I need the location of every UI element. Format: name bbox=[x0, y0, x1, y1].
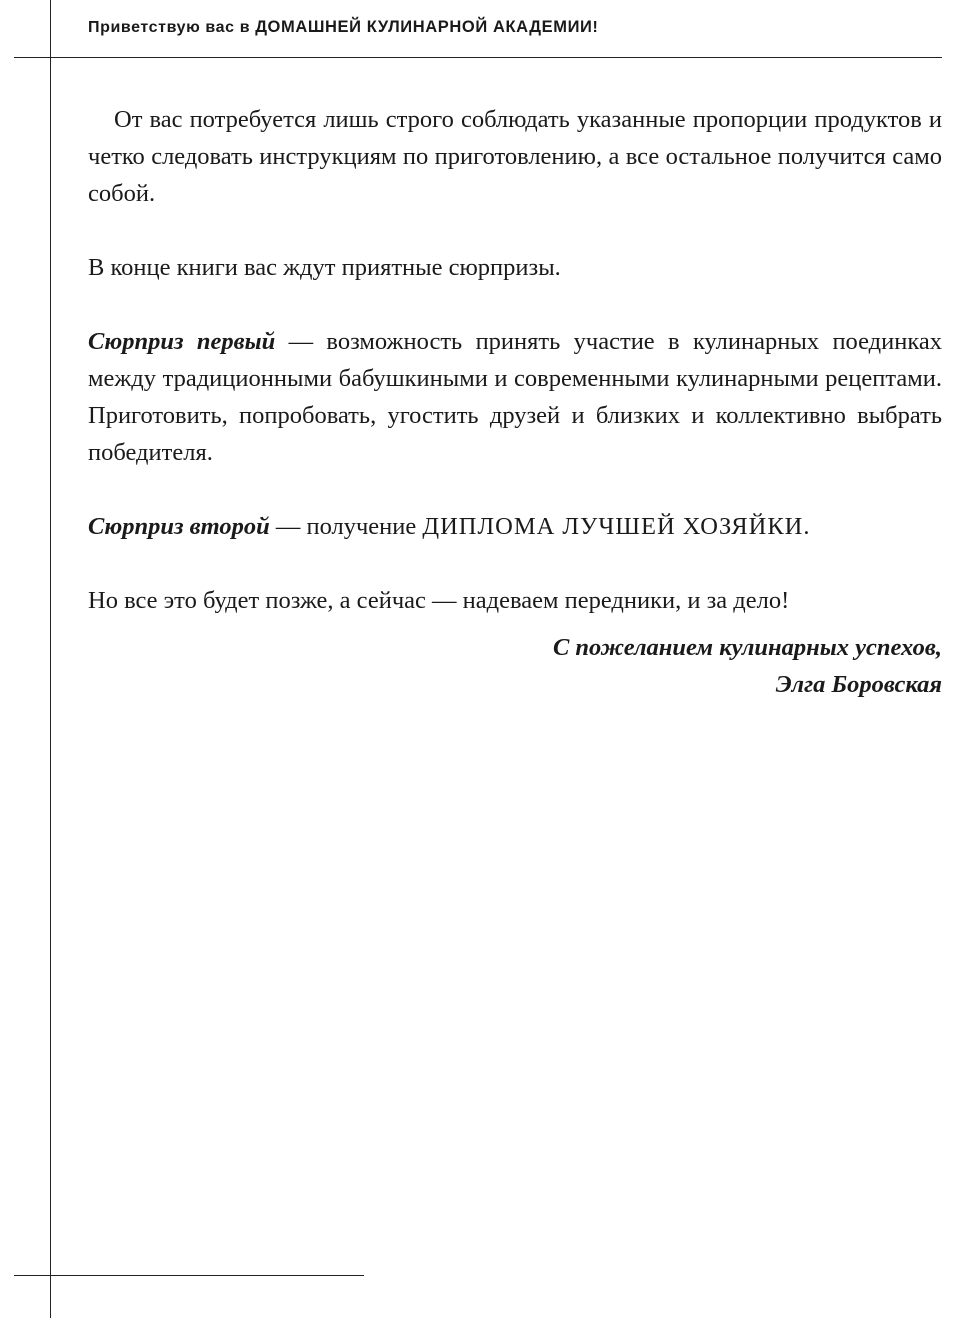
surprise-second-lead: Сюрприз второй bbox=[88, 513, 270, 540]
signature-wish: С пожеланием кулинарных успехов, bbox=[552, 634, 942, 661]
paragraph-surprises-intro: В конце книги вас ждут приятные сюрпризы. bbox=[88, 254, 561, 281]
signature bbox=[88, 629, 942, 703]
running-head bbox=[88, 18, 598, 37]
margin-vertical-rule bbox=[50, 0, 51, 1318]
paragraph-closing: Но все это будет позже, а сейчас — надеваем передники, и за дело! bbox=[88, 587, 790, 614]
paragraph-surprise-first bbox=[88, 323, 942, 471]
header-rule bbox=[14, 57, 942, 58]
running-head-prefix: Приветствую вас в bbox=[88, 19, 256, 36]
surprise-second-text: — получение bbox=[269, 513, 423, 540]
surprise-first-lead: Сюрприз первый bbox=[88, 328, 276, 355]
running-head-caps: ДОМАШНЕЙ КУЛИНАРНОЙ АКАДЕМИИ bbox=[255, 18, 593, 36]
paragraph-surprise-second bbox=[88, 508, 942, 545]
surprise-second-end: . bbox=[803, 513, 810, 540]
page-body bbox=[88, 101, 942, 703]
signature-author: Элга Боровская bbox=[775, 671, 942, 698]
surprise-first-text: — возможность принять участие в кулинарных поединках между традиционными бабушкиными и современными кулинарными рецептами. Приготовить, попробовать, угостить друзей и близких и коллективно выбрать победителя. bbox=[88, 328, 942, 466]
footer-rule bbox=[14, 1275, 364, 1276]
paragraph-instructions: От вас потребуется лишь строго соблюдать указанные пропорции продуктов и четко следовать инструкциям по приготовлению, а все остальное получится само собой. bbox=[88, 106, 942, 207]
diploma-title: ДИПЛОМА ЛУЧШЕЙ ХОЗЯЙКИ bbox=[422, 513, 804, 540]
running-head-suffix: ! bbox=[592, 19, 599, 36]
